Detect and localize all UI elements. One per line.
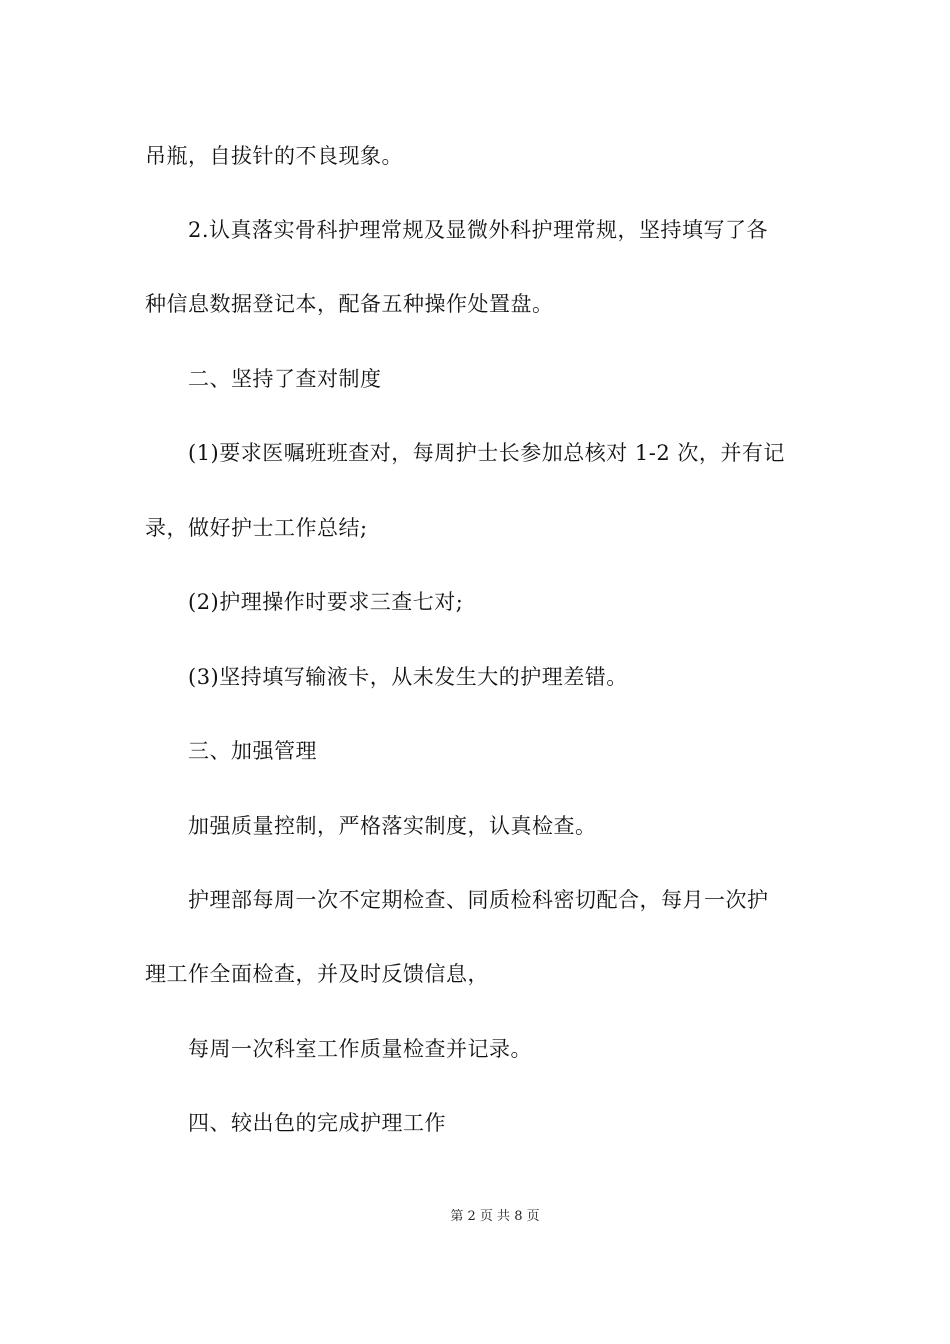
page-number-footer: 第 2 页 共 8 页 xyxy=(450,1209,540,1224)
paragraph-line: 录，做好护士工作总结; xyxy=(145,516,368,540)
paragraph-line: (1)要求医嘱班班查对，每周护士长参加总核对 1-2 次，并有记 xyxy=(188,441,785,465)
section-heading: 三、加强管理 xyxy=(188,739,317,763)
paragraph-line: 加强质量控制，严格落实制度，认真检查。 xyxy=(188,814,597,838)
paragraph-line: 吊瓶，自拔针的不良现象。 xyxy=(145,144,403,168)
paragraph-line: 护理部每周一次不定期检查、同质检科密切配合，每月一次护 xyxy=(188,888,769,912)
paragraph-line: 理工作全面检查，并及时反馈信息， xyxy=(145,962,489,986)
section-heading: 四、较出色的完成护理工作 xyxy=(188,1111,446,1135)
paragraph-line: (3)坚持填写输液卡，从未发生大的护理差错。 xyxy=(188,665,628,689)
paragraph-line: 种信息数据登记本，配备五种操作处置盘。 xyxy=(145,292,554,316)
paragraph-line: (2)护理操作时要求三查七对; xyxy=(188,590,464,614)
paragraph-line: 2.认真落实骨科护理常规及显微外科护理常规，坚持填写了各 xyxy=(188,218,769,242)
paragraph-line: 每周一次科室工作质量检查并记录。 xyxy=(188,1037,532,1061)
section-heading: 二、坚持了查对制度 xyxy=(188,367,382,391)
